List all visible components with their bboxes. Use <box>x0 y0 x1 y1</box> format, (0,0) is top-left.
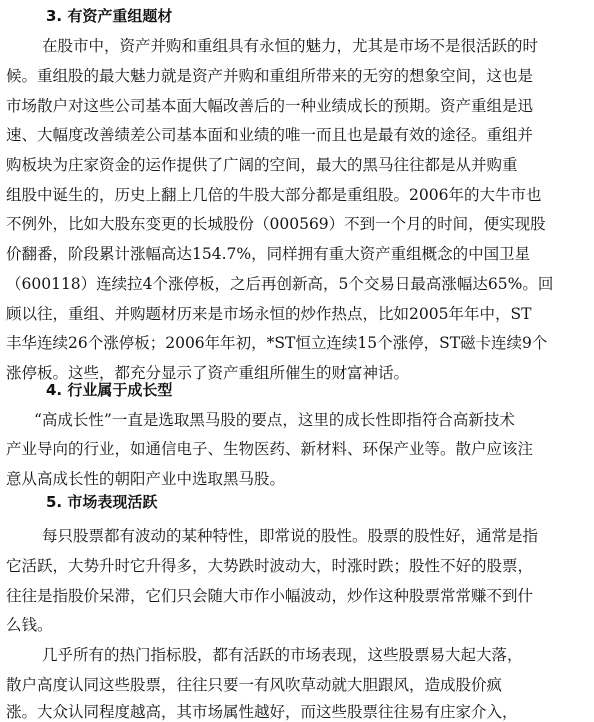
paragraph-line: 每只股票都有波动的某种特性，即常说的股性。股票的股性好，通常是指 <box>42 527 539 545</box>
paragraph-line: 市场散户对这些公司基本面大幅改善后的一种业绩成长的预期。资产重组是迅 <box>6 97 534 115</box>
paragraph-line: 在股市中，资产并购和重组具有永恒的魅力，尤其是市场不是很活跃的时 <box>42 37 539 55</box>
section-heading-3: 3. 有资产重组题材 <box>46 7 173 25</box>
paragraph-line: 组股中诞生的，历史上翻上几倍的牛股大部分都是重组股。2006年的大牛市也 <box>6 186 542 204</box>
paragraph-line: “高成长性”一直是选取黑马股的要点，这里的成长性即指符合高新技术 <box>34 411 515 429</box>
paragraph-line: 么钱。 <box>6 616 53 634</box>
paragraph-line: 产业导向的行业，如通信电子、生物医药、新材料、环保产业等。散户应该注 <box>6 440 534 458</box>
paragraph-line: 几乎所有的热门指标股，都有活跃的市场表现，这些股票易大起大落， <box>42 646 523 664</box>
paragraph-line: 涨。大众认同程度越高，其市场属性越好，而这些股票往往易有庄家介入， <box>6 703 518 721</box>
paragraph-line: 购板块为庄家资金的运作提供了广阔的空间，最大的黑马往往都是从并购重 <box>6 156 518 174</box>
paragraph-line: 价翻番，阶段累计涨幅高达154.7%，同样拥有重大资产重组概念的中国卫星 <box>6 245 531 263</box>
paragraph-line: 往往是指股价呆滞，它们只会随大市作小幅波动，炒作这种股票常常赚不到什 <box>6 587 534 605</box>
paragraph-line: 散户高度认同这些股票，往往只要一有风吹草动就大胆跟风，造成股价疯 <box>6 676 503 694</box>
paragraph-line: 它活跃，大势升时它升得多，大势跌时波动大，时涨时跌；股性不好的股票， <box>6 557 534 575</box>
paragraph-line: 速、大幅度改善绩差公司基本面和业绩的唯一而且也是最有效的途径。重组并 <box>6 126 534 144</box>
paragraph-line: 不例外，比如大股东变更的长城股份（000569）不到一个月的时间，便实现股 <box>6 215 546 233</box>
section-heading-5: 5. 市场表现活跃 <box>46 493 158 511</box>
paragraph-line: 候。重组股的最大魅力就是资产并购和重组所带来的无穷的想象空间，这也是 <box>6 67 534 85</box>
paragraph-line: 涨停板。这些，都充分显示了资产重组所催生的财富神话。 <box>6 364 410 382</box>
paragraph-line: 丰华连续26个涨停板；2006年年初，*ST恒立连续15个涨停，ST磁卡连续9个 <box>6 334 548 352</box>
section-heading-4: 4. 行业属于成长型 <box>46 381 173 399</box>
paragraph-line: （600118）连续拉4个涨停板，之后再创新高，5个交易日最高涨幅达65%。回 <box>6 275 554 293</box>
paragraph-line: 顾以往，重组、并购题材历来是市场永恒的炒作热点，比如2005年年中，ST <box>6 305 532 323</box>
paragraph-line: 意从高成长性的朝阳产业中选取黑马股。 <box>6 470 286 488</box>
